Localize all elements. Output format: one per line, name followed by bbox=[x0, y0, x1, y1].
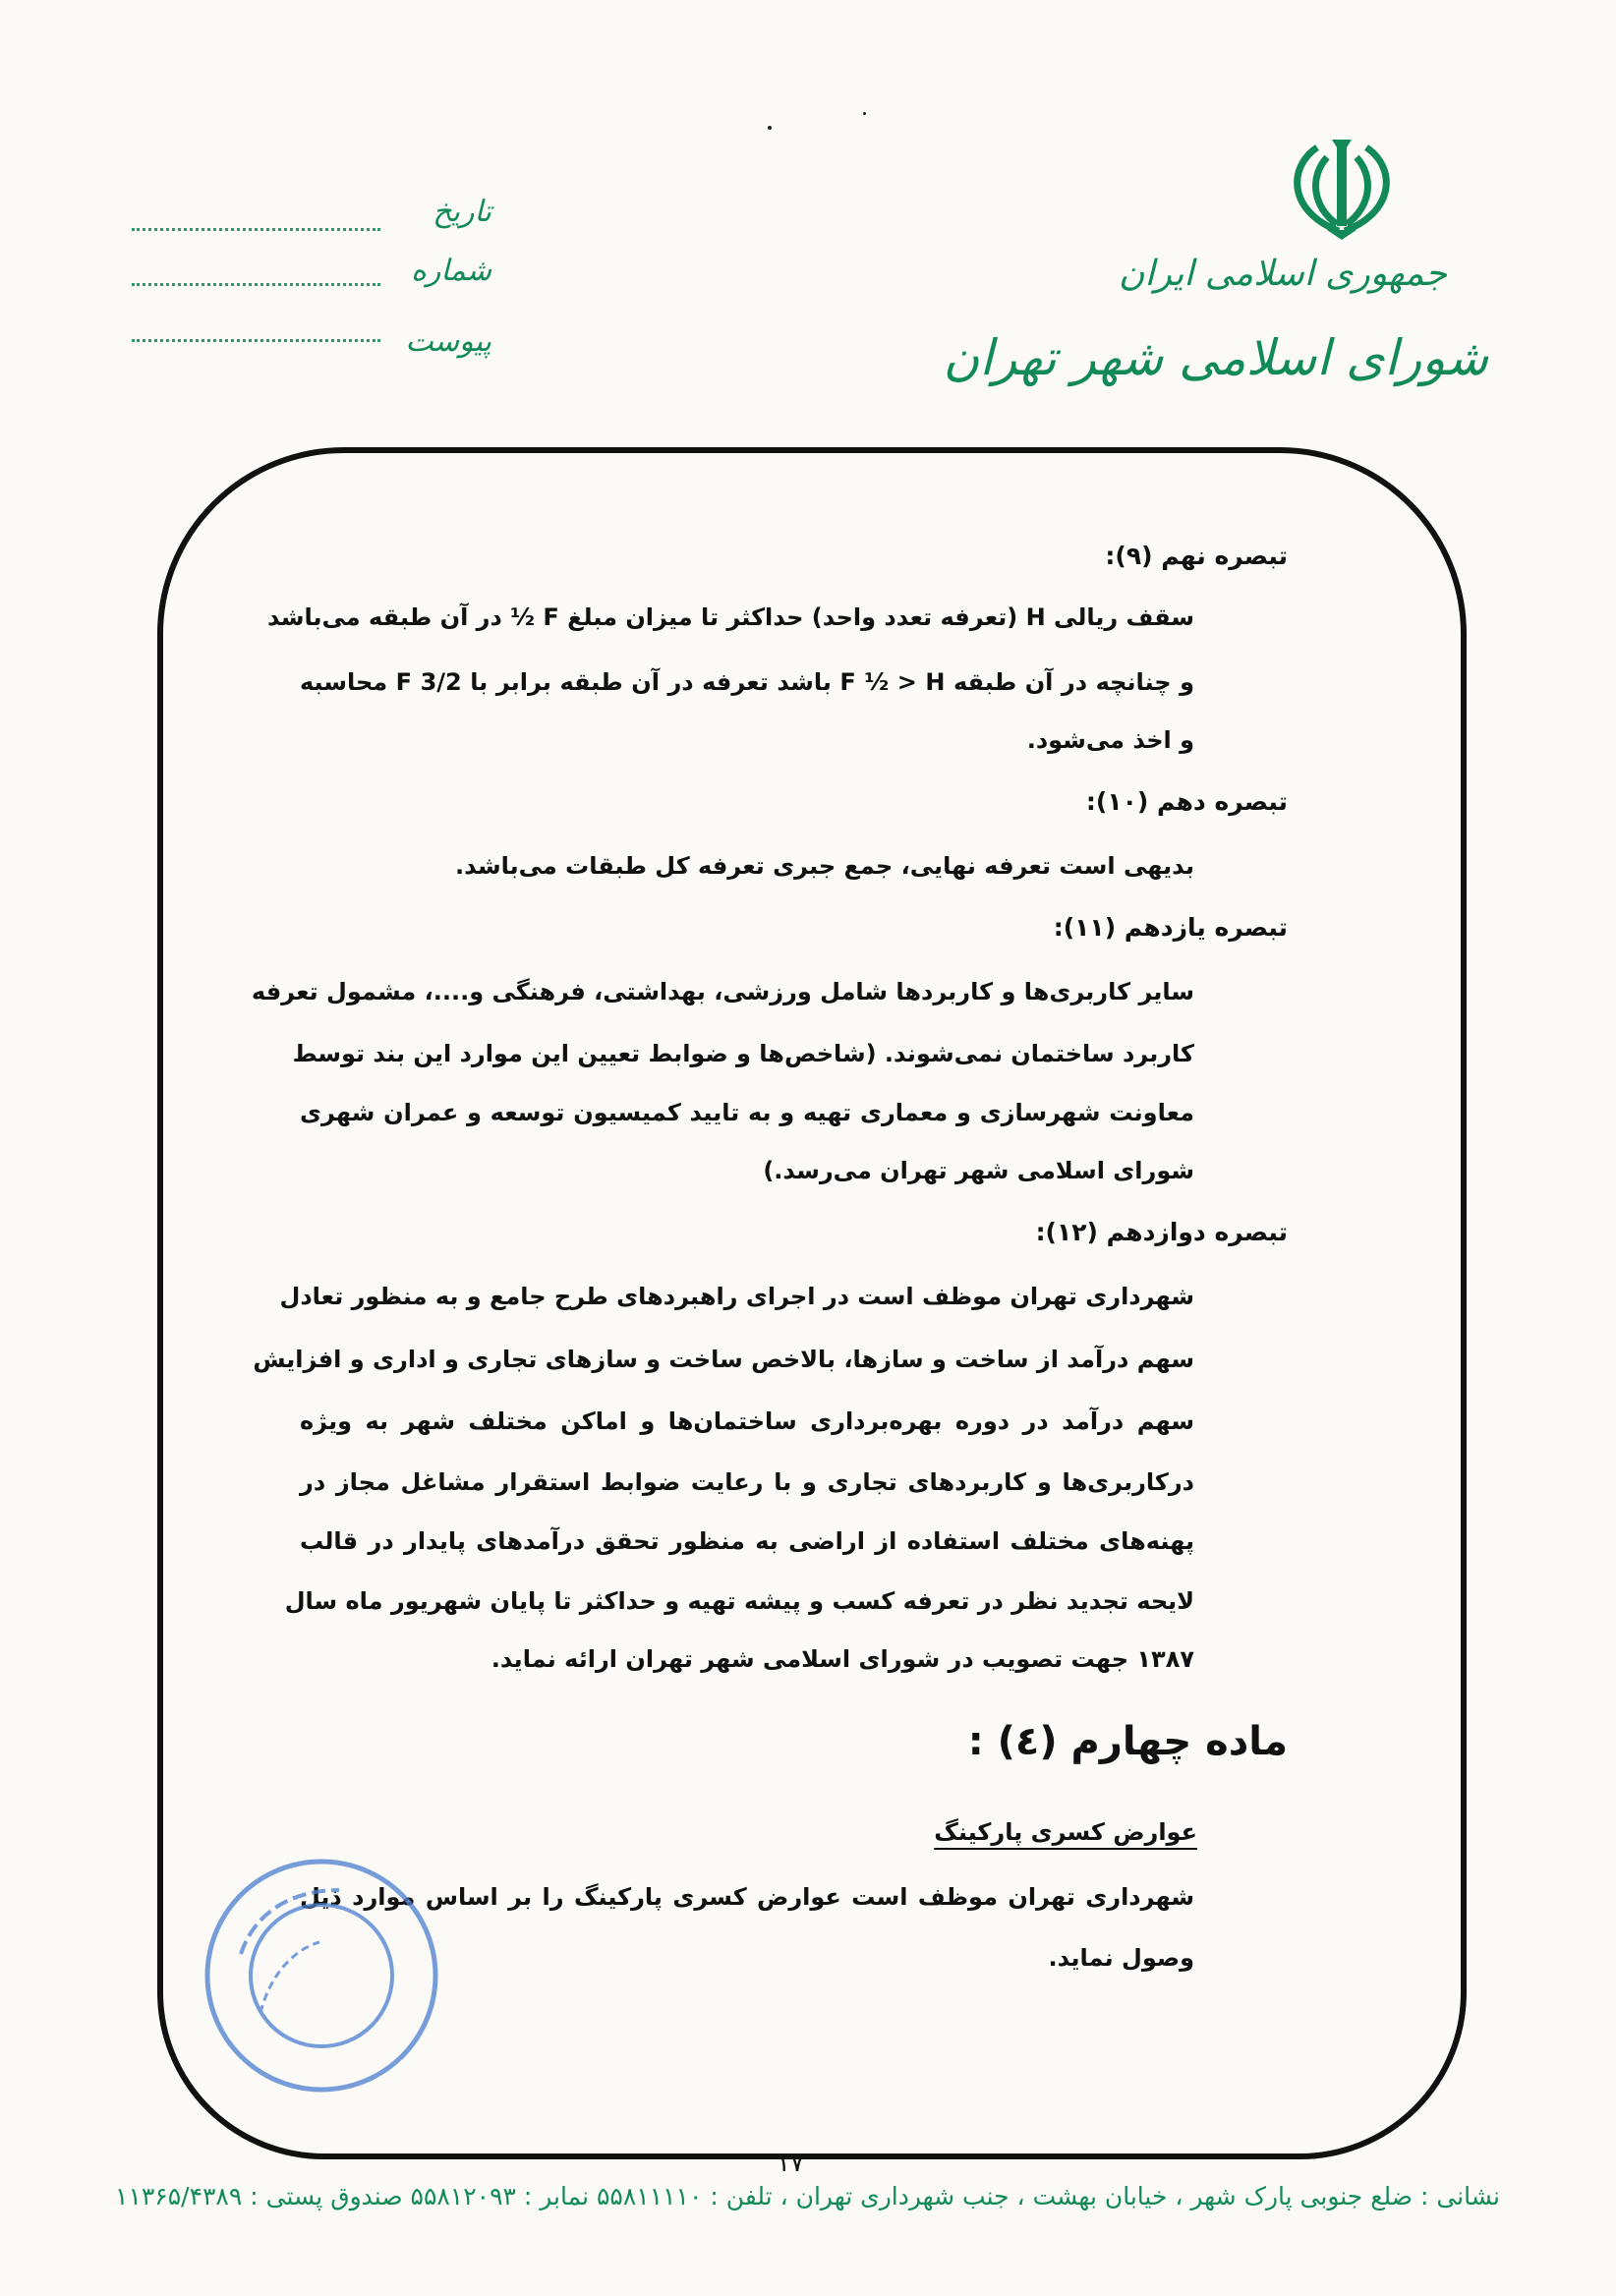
footer-address: نشانی : ضلع جنوبی پارک شهر ، خیابان بهشت ، جنب شهرداری تهران ، تلفن : ۵۵۸۱۱۱۱۰ نمابر : ۵۵۸۱۲۰۹۳ صندوق پستی : ۱۱۳۶۵/۴۳۸۹ bbox=[115, 2182, 1500, 2210]
body-line: شورای اسلامی شهر تهران می‌رسد.) bbox=[763, 1157, 1194, 1184]
body-line: درکاربری‌ها و کاربردهای تجاری و با رعایت ضوابط استقرار مشاغل مجاز در bbox=[300, 1468, 1194, 1496]
number-label: شماره bbox=[411, 254, 491, 288]
section-heading: تبصره نهم (۹): bbox=[1105, 542, 1288, 570]
body-line: سهم درآمد در دوره بهره‌برداری ساختمان‌ها و اماکن مختلف شهر به ویژه bbox=[300, 1407, 1194, 1435]
scan-speck bbox=[768, 126, 772, 130]
article-title: ماده چهارم (٤) : bbox=[967, 1719, 1288, 1764]
body-line: کاربرد ساختمان نمی‌شوند. (شاخص‌ها و ضوابط تعیین این موارد این بند توسط bbox=[292, 1040, 1194, 1067]
body-line: پهنه‌های مختلف استفاده از اراضی به منظور تحقق درآمدهای پایدار در قالب bbox=[300, 1527, 1194, 1555]
country-name: جمهوری اسلامی ایران bbox=[1119, 254, 1447, 294]
attachment-label: پیوست bbox=[405, 324, 491, 359]
body-line: سقف ریالی H (تعرفه تعدد واحد) حداکثر تا میزان مبلغ F ½ در آن طبقه می‌باشد bbox=[267, 603, 1194, 631]
body-line: بدیهی است تعرفه نهایی، جمع جبری تعرفه کل طبقات می‌باشد. bbox=[455, 852, 1194, 880]
section-heading: تبصره یازدهم (۱۱): bbox=[1053, 913, 1288, 942]
page-number: ۱۷ bbox=[777, 2149, 804, 2178]
section-heading: تبصره دوازدهم (۱۲): bbox=[1035, 1218, 1288, 1246]
section-heading: تبصره دهم (۱۰): bbox=[1085, 787, 1288, 816]
body-line: و چنانچه در آن طبقه F ½ > H باشد تعرفه در آن طبقه برابر با F 3/2 محاسبه bbox=[300, 668, 1195, 696]
number-field bbox=[132, 283, 380, 286]
body-line: سایر کاربری‌ها و کاربردها شامل ورزشی، بهداشتی، فرهنگی و....، مشمول تعرفه bbox=[251, 978, 1194, 1005]
body-line: و اخذ می‌شود. bbox=[1026, 726, 1194, 754]
body-line: وصول نماید. bbox=[1048, 1944, 1194, 1972]
body-line: لایحه تجدید نظر در تعرفه کسب و پیشه تهیه و حداکثر تا پایان شهریور ماه سال bbox=[284, 1587, 1194, 1615]
council-stamp-icon bbox=[202, 1856, 442, 2096]
body-line: معاونت شهرسازی و معماری تهیه و به تایید کمیسیون توسعه و عمران شهری bbox=[300, 1099, 1194, 1126]
article-subtitle: عوارض کسری پارکینگ bbox=[934, 1818, 1197, 1846]
body-line: سهم درآمد از ساخت و سازها، بالاخص ساخت و سازهای تجاری و اداری و افزایش bbox=[253, 1346, 1194, 1373]
attachment-field bbox=[132, 339, 380, 342]
date-field bbox=[132, 228, 380, 231]
council-name: شورای اسلامی شهر تهران bbox=[943, 329, 1488, 386]
body-line: شهرداری تهران موظف است عوارض کسری پارکینگ را بر اساس موارد ذیل bbox=[300, 1883, 1194, 1911]
date-label: تاریخ bbox=[433, 195, 491, 229]
body-line: شهرداری تهران موظف است در اجرای راهبردهای طرح جامع و به منظور تعادل bbox=[279, 1283, 1194, 1310]
scan-speck bbox=[863, 112, 866, 115]
iran-emblem-icon bbox=[1278, 128, 1406, 241]
body-line: ۱۳۸۷ جهت تصویب در شورای اسلامی شهر تهران ارائه نماید. bbox=[491, 1645, 1194, 1673]
